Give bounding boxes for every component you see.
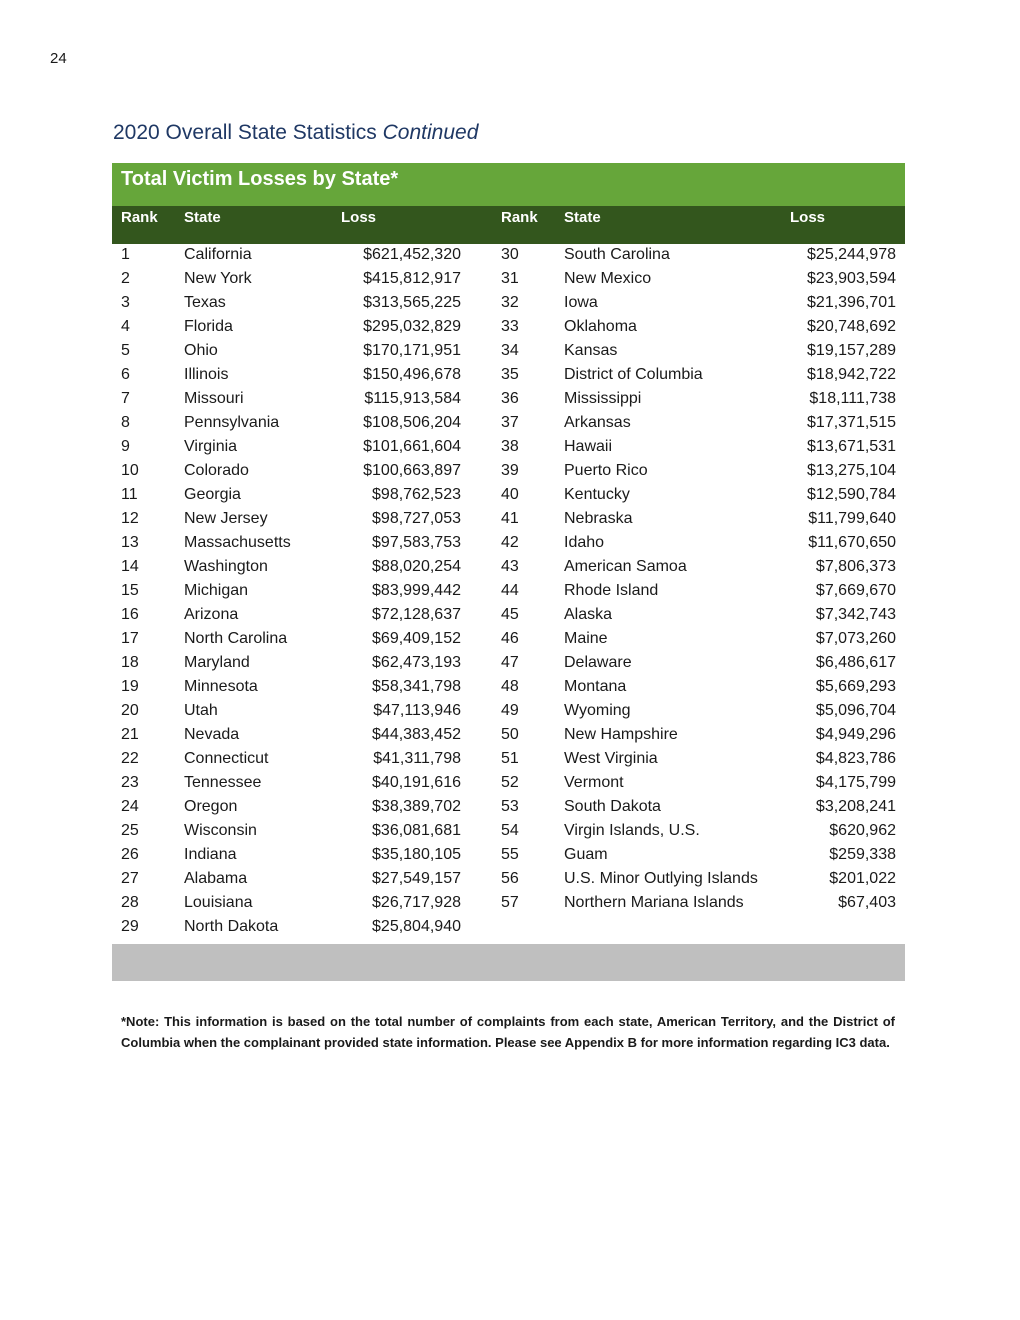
cell-state: Montana bbox=[564, 678, 627, 695]
cell-state: Utah bbox=[184, 702, 218, 719]
cell-rank: 43 bbox=[501, 558, 519, 575]
table-row bbox=[112, 916, 905, 940]
cell-loss: $11,670,650 bbox=[808, 534, 896, 551]
cell-rank: 5 bbox=[121, 342, 130, 359]
cell-rank: 8 bbox=[121, 414, 130, 431]
cell-loss: $38,389,702 bbox=[372, 798, 461, 815]
cell-loss: $415,812,917 bbox=[363, 270, 461, 287]
cell-rank: 26 bbox=[121, 846, 139, 863]
table-row bbox=[112, 364, 905, 388]
cell-rank: 53 bbox=[501, 798, 519, 815]
header-state: State bbox=[564, 209, 601, 226]
cell-loss: $18,942,722 bbox=[807, 366, 896, 383]
cell-rank: 49 bbox=[501, 702, 519, 719]
header-rank: Rank bbox=[501, 209, 538, 226]
cell-loss: $4,949,296 bbox=[815, 726, 896, 743]
cell-state: New Hampshire bbox=[564, 726, 678, 743]
cell-rank: 17 bbox=[121, 630, 139, 647]
cell-rank: 23 bbox=[121, 774, 139, 791]
cell-loss: $27,549,157 bbox=[372, 870, 461, 887]
cell-rank: 48 bbox=[501, 678, 519, 695]
cell-rank: 19 bbox=[121, 678, 139, 695]
table-row bbox=[112, 724, 905, 748]
cell-loss: $313,565,225 bbox=[363, 294, 461, 311]
table-row bbox=[112, 436, 905, 460]
table-row bbox=[112, 460, 905, 484]
section-title-suffix: Continued bbox=[382, 121, 479, 144]
cell-loss: $36,081,681 bbox=[372, 822, 461, 839]
cell-state: Vermont bbox=[564, 774, 624, 791]
cell-state: Oregon bbox=[184, 798, 238, 815]
cell-rank: 2 bbox=[121, 270, 130, 287]
cell-rank: 6 bbox=[121, 366, 130, 383]
cell-loss: $4,823,786 bbox=[815, 750, 896, 767]
cell-rank: 9 bbox=[121, 438, 130, 455]
table-row bbox=[112, 700, 905, 724]
cell-state: District of Columbia bbox=[564, 366, 703, 383]
cell-state: Hawaii bbox=[564, 438, 613, 455]
cell-loss: $35,180,105 bbox=[372, 846, 461, 863]
page-number: 24 bbox=[50, 50, 67, 67]
cell-loss: $7,342,743 bbox=[815, 606, 896, 623]
cell-state: Wyoming bbox=[564, 702, 631, 719]
table-banner: Total Victim Losses by State* bbox=[112, 163, 905, 206]
cell-rank: 15 bbox=[121, 582, 139, 599]
table-row bbox=[112, 652, 905, 676]
cell-state: Arkansas bbox=[564, 414, 631, 431]
cell-rank: 7 bbox=[121, 390, 130, 407]
cell-state: South Dakota bbox=[564, 798, 661, 815]
cell-rank: 24 bbox=[121, 798, 139, 815]
table-row bbox=[112, 748, 905, 772]
cell-loss: $620,962 bbox=[829, 822, 896, 839]
cell-state: Alabama bbox=[184, 870, 248, 887]
table-body bbox=[112, 244, 905, 940]
header-loss: Loss bbox=[341, 209, 377, 226]
cell-state: Guam bbox=[564, 846, 608, 863]
cell-loss: $19,157,289 bbox=[807, 342, 896, 359]
cell-state: Nebraska bbox=[564, 510, 633, 527]
cell-loss: $98,762,523 bbox=[372, 486, 461, 503]
cell-state: Maine bbox=[564, 630, 608, 647]
cell-loss: $5,096,704 bbox=[815, 702, 896, 719]
cell-loss: $201,022 bbox=[829, 870, 896, 887]
table-row bbox=[112, 844, 905, 868]
cell-loss: $18,111,738 bbox=[809, 390, 896, 407]
cell-rank: 46 bbox=[501, 630, 519, 647]
cell-rank: 34 bbox=[501, 342, 519, 359]
cell-loss: $4,175,799 bbox=[815, 774, 896, 791]
cell-rank: 13 bbox=[121, 534, 139, 551]
table-row bbox=[112, 244, 905, 268]
cell-loss: $72,128,637 bbox=[372, 606, 461, 623]
cell-rank: 40 bbox=[501, 486, 519, 503]
cell-state: California bbox=[184, 246, 252, 263]
cell-state: Pennsylvania bbox=[184, 414, 280, 431]
cell-state: Georgia bbox=[184, 486, 241, 503]
cell-loss: $67,403 bbox=[838, 894, 896, 911]
cell-loss: $25,244,978 bbox=[807, 246, 896, 263]
cell-rank: 37 bbox=[501, 414, 519, 431]
section-title bbox=[113, 121, 478, 145]
cell-loss: $3,208,241 bbox=[815, 798, 896, 815]
cell-state: Louisiana bbox=[184, 894, 253, 911]
cell-rank: 30 bbox=[501, 246, 519, 263]
cell-rank: 36 bbox=[501, 390, 519, 407]
cell-rank: 47 bbox=[501, 654, 519, 671]
victim-losses-table bbox=[112, 163, 905, 981]
cell-rank: 54 bbox=[501, 822, 519, 839]
table-row bbox=[112, 316, 905, 340]
cell-state: Mississippi bbox=[564, 390, 642, 407]
cell-loss: $11,799,640 bbox=[808, 510, 896, 527]
cell-state: South Carolina bbox=[564, 246, 670, 263]
cell-loss: $97,583,753 bbox=[372, 534, 461, 551]
table-row bbox=[112, 868, 905, 892]
cell-rank: 10 bbox=[121, 462, 139, 479]
cell-loss: $13,275,104 bbox=[807, 462, 896, 479]
table-row bbox=[112, 292, 905, 316]
cell-loss: $13,671,531 bbox=[807, 438, 896, 455]
cell-loss: $47,113,946 bbox=[373, 702, 461, 719]
cell-loss: $41,311,798 bbox=[373, 750, 461, 767]
cell-state: Connecticut bbox=[184, 750, 269, 767]
cell-loss: $25,804,940 bbox=[372, 918, 461, 935]
cell-state: Massachusetts bbox=[184, 534, 291, 551]
cell-loss: $83,999,442 bbox=[372, 582, 461, 599]
cell-loss: $69,409,152 bbox=[372, 630, 461, 647]
cell-state: New York bbox=[184, 270, 252, 287]
cell-loss: $21,396,701 bbox=[807, 294, 896, 311]
cell-state: Colorado bbox=[184, 462, 249, 479]
cell-loss: $98,727,053 bbox=[372, 510, 461, 527]
cell-rank: 27 bbox=[121, 870, 139, 887]
table-row bbox=[112, 340, 905, 364]
table-row bbox=[112, 628, 905, 652]
table-row bbox=[112, 388, 905, 412]
cell-loss: $150,496,678 bbox=[363, 366, 461, 383]
cell-loss: $26,717,928 bbox=[372, 894, 461, 911]
cell-state: North Dakota bbox=[184, 918, 279, 935]
cell-rank: 12 bbox=[121, 510, 139, 527]
cell-rank: 22 bbox=[121, 750, 139, 767]
cell-state: U.S. Minor Outlying Islands bbox=[564, 870, 758, 887]
cell-loss: $17,371,515 bbox=[807, 414, 896, 431]
cell-loss: $12,590,784 bbox=[807, 486, 896, 503]
header-loss: Loss bbox=[790, 209, 826, 226]
cell-loss: $6,486,617 bbox=[815, 654, 896, 671]
table-row bbox=[112, 484, 905, 508]
cell-state: Northern Mariana Islands bbox=[564, 894, 744, 911]
cell-state: Maryland bbox=[184, 654, 250, 671]
table-row bbox=[112, 556, 905, 580]
cell-state: Missouri bbox=[184, 390, 244, 407]
cell-state: Tennessee bbox=[184, 774, 262, 791]
table-row bbox=[112, 268, 905, 292]
cell-state: Alaska bbox=[564, 606, 613, 623]
cell-state: Nevada bbox=[184, 726, 240, 743]
cell-state: Michigan bbox=[184, 582, 249, 599]
header-rank: Rank bbox=[121, 209, 158, 226]
cell-rank: 1 bbox=[121, 246, 130, 263]
cell-rank: 28 bbox=[121, 894, 139, 911]
cell-rank: 45 bbox=[501, 606, 519, 623]
table-row bbox=[112, 532, 905, 556]
cell-loss: $170,171,951 bbox=[363, 342, 461, 359]
table-row bbox=[112, 508, 905, 532]
cell-state: Virginia bbox=[184, 438, 238, 455]
cell-rank: 57 bbox=[501, 894, 519, 911]
cell-state: New Jersey bbox=[184, 510, 268, 527]
cell-loss: $23,903,594 bbox=[807, 270, 896, 287]
cell-state: American Samoa bbox=[564, 558, 687, 575]
cell-loss: $108,506,204 bbox=[363, 414, 461, 431]
cell-state: Indiana bbox=[184, 846, 237, 863]
cell-loss: $621,452,320 bbox=[363, 246, 461, 263]
cell-rank: 32 bbox=[501, 294, 519, 311]
table-row bbox=[112, 796, 905, 820]
cell-loss: $295,032,829 bbox=[363, 318, 461, 335]
cell-loss: $62,473,193 bbox=[372, 654, 461, 671]
cell-rank: 51 bbox=[501, 750, 519, 767]
cell-state: Kansas bbox=[564, 342, 618, 359]
cell-rank: 3 bbox=[121, 294, 130, 311]
cell-rank: 55 bbox=[501, 846, 519, 863]
table-row bbox=[112, 604, 905, 628]
cell-loss: $7,806,373 bbox=[815, 558, 896, 575]
table-row bbox=[112, 892, 905, 916]
cell-rank: 42 bbox=[501, 534, 519, 551]
cell-state: Arizona bbox=[184, 606, 239, 623]
cell-loss: $40,191,616 bbox=[372, 774, 461, 791]
cell-rank: 4 bbox=[121, 318, 130, 335]
cell-rank: 41 bbox=[501, 510, 519, 527]
cell-state: Idaho bbox=[564, 534, 605, 551]
cell-state: Virgin Islands, U.S. bbox=[564, 822, 700, 839]
table-row bbox=[112, 676, 905, 700]
table-header-row bbox=[112, 206, 905, 244]
cell-loss: $100,663,897 bbox=[363, 462, 461, 479]
cell-state: Ohio bbox=[184, 342, 218, 359]
table-row bbox=[112, 772, 905, 796]
cell-state: Iowa bbox=[564, 294, 598, 311]
cell-loss: $5,669,293 bbox=[815, 678, 896, 695]
cell-rank: 31 bbox=[501, 270, 519, 287]
cell-rank: 39 bbox=[501, 462, 519, 479]
cell-rank: 33 bbox=[501, 318, 519, 335]
cell-loss: $259,338 bbox=[829, 846, 896, 863]
footnote: *Note: This information is based on the total number of complaints from each state, American Territory, and the District of Columbia when the complainant provided state information. Please see Appendix B for more information regarding IC3 data. bbox=[121, 1014, 895, 1050]
table-footer-bar bbox=[112, 944, 905, 981]
cell-loss: $115,913,584 bbox=[364, 390, 461, 407]
cell-loss: $7,669,670 bbox=[815, 582, 896, 599]
cell-rank: 35 bbox=[501, 366, 519, 383]
cell-state: Florida bbox=[184, 318, 233, 335]
cell-rank: 44 bbox=[501, 582, 519, 599]
cell-loss: $101,661,604 bbox=[363, 438, 461, 455]
table-row bbox=[112, 820, 905, 844]
table-row bbox=[112, 580, 905, 604]
cell-rank: 50 bbox=[501, 726, 519, 743]
cell-state: North Carolina bbox=[184, 630, 288, 647]
cell-rank: 20 bbox=[121, 702, 139, 719]
cell-state: New Mexico bbox=[564, 270, 652, 287]
cell-state: Kentucky bbox=[564, 486, 630, 503]
cell-state: Illinois bbox=[184, 366, 229, 383]
cell-state: Wisconsin bbox=[184, 822, 257, 839]
cell-state: Oklahoma bbox=[564, 318, 637, 335]
cell-rank: 52 bbox=[501, 774, 519, 791]
header-state: State bbox=[184, 209, 221, 226]
cell-rank: 38 bbox=[501, 438, 519, 455]
cell-rank: 14 bbox=[121, 558, 139, 575]
cell-rank: 21 bbox=[121, 726, 139, 743]
cell-rank: 25 bbox=[121, 822, 139, 839]
section-title-text: 2020 Overall State Statistics bbox=[113, 121, 377, 144]
cell-rank: 11 bbox=[121, 486, 138, 503]
cell-state: West Virginia bbox=[564, 750, 658, 767]
cell-rank: 18 bbox=[121, 654, 139, 671]
table-row bbox=[112, 412, 905, 436]
cell-rank: 56 bbox=[501, 870, 519, 887]
cell-rank: 16 bbox=[121, 606, 139, 623]
cell-rank: 29 bbox=[121, 918, 139, 935]
cell-state: Rhode Island bbox=[564, 582, 659, 599]
cell-loss: $58,341,798 bbox=[372, 678, 461, 695]
cell-state: Minnesota bbox=[184, 678, 258, 695]
cell-loss: $88,020,254 bbox=[372, 558, 461, 575]
cell-state: Washington bbox=[184, 558, 268, 575]
cell-loss: $44,383,452 bbox=[372, 726, 461, 743]
cell-loss: $7,073,260 bbox=[815, 630, 896, 647]
cell-state: Texas bbox=[184, 294, 226, 311]
cell-state: Delaware bbox=[564, 654, 632, 671]
cell-loss: $20,748,692 bbox=[807, 318, 896, 335]
cell-state: Puerto Rico bbox=[564, 462, 648, 479]
